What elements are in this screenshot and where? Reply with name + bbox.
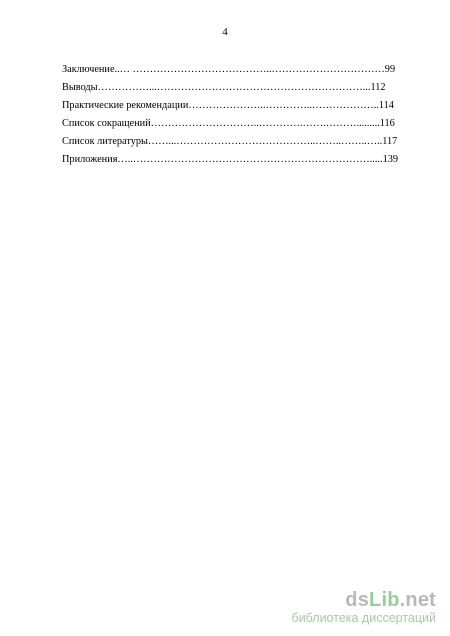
watermark-subtitle: библиотека диссертаций	[291, 611, 436, 625]
watermark-logo: dsLib.net	[345, 589, 436, 611]
toc-entry-appendices: Приложения…..…………………………………………………………….....139	[62, 154, 399, 165]
table-of-contents	[62, 63, 422, 171]
toc-entry-practical-recommendations: Практические рекомендации…………………..…………..………………..114	[62, 100, 394, 111]
page-number: 4	[222, 26, 228, 38]
toc-entry-conclusion: Заключение..… …………………………………..……………………………99	[62, 64, 396, 75]
watermark	[292, 589, 436, 626]
toc-entry-abbreviations: Список сокращений…………………………..………….…….……….........116	[62, 118, 395, 129]
toc-entry-findings: Выводы……………...……………………………………………………...112	[62, 82, 386, 93]
toc-entry-references: Список литературы……...…………………………………..……..……..…..117	[62, 136, 398, 147]
